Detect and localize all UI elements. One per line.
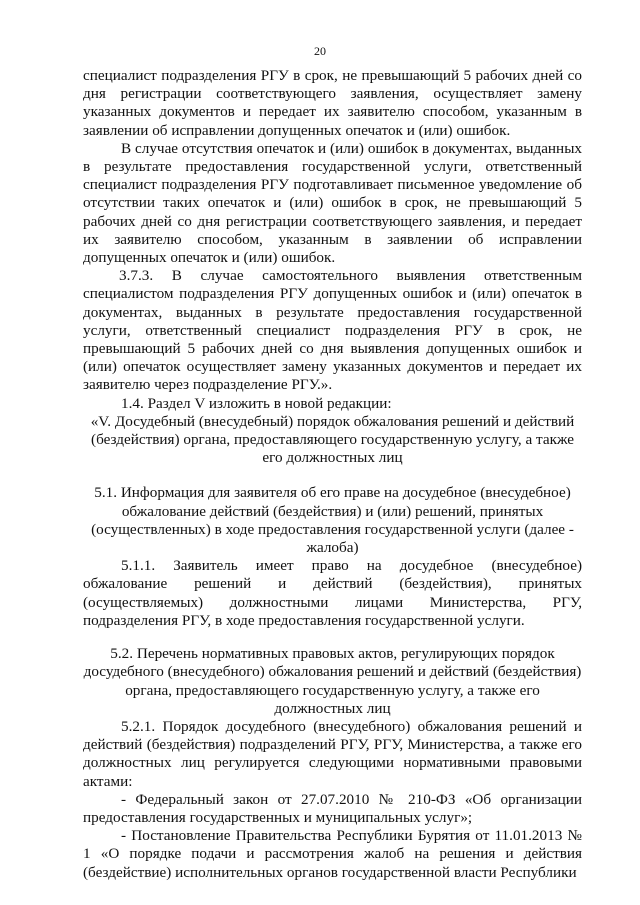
paragraph-continuation: специалист подразделения РГУ в срок, не превышающий 5 рабочих дней со дня регистрации соответствующего заявления, осуществляет замену указанных документов и передает их заявителю способом, указанным в заявлении об исправлении допущенных опечаток и (или) ошибок. — [83, 67, 582, 139]
section-5-2-heading: 5.2. Перечень нормативных правовых актов, регулирующих порядок досудебного (внесудебного) обжалования решений и действий (бездействия) органа, предоставляющего государственную услугу, а также его должностных лиц — [83, 645, 582, 717]
paragraph-5-2-1: 5.2.1. Порядок досудебного (внесудебного) обжалования решений и действий (бездействия) подразделений РГУ, РГУ, Министерства, а также его должностных лиц регулируется следующими нормативными правовыми актами: — [83, 717, 582, 790]
section-v-heading: «V. Досудебный (внесудебный) порядок обжалования решений и действий (бездействия) органа, предоставляющего государственную услугу, а также его должностных лиц — [90, 412, 575, 467]
law-item-federal: - Федеральный закон от 27.07.2010 № 210-ФЗ «Об организации предоставления государственных и муниципальных услуг»; — [83, 790, 582, 826]
paragraph-3-7-3: 3.7.3. В случае самостоятельного выявления ответственным специалистом подразделения РГУ допущенных ошибок и (или) опечаток в документах, выданных в результате предоставления государственной услуги, ответственный специалист подразделения РГУ в срок, не превышающий 5 рабочих дней со дня выявления допущенных ошибок и (или) опечаток осуществляет замену указанных документов и передает их заявителю через подразделение РГУ.». — [83, 267, 582, 394]
law-item-regional: - Постановление Правительства Республики Бурятия от 11.01.2013 № 1 «О порядке подачи и рассмотрения жалоб на решения и действия (бездействие) исполнительных органов государственной власти Республики — [83, 827, 582, 881]
paragraph-no-errors: В случае отсутствия опечаток и (или) ошибок в документах, выданных в результате предоставления государственной услуги, ответственный специалист подразделения РГУ подготавливает письменное уведомление об отсутствии таких опечаток и (или) ошибок в срок, не превышающий 5 рабочих дней со дня регистрации соответствующего заявления, и передает их заявителю способом, указанным в заявлении об исправлении допущенных опечаток и (или) ошибок. — [83, 139, 582, 267]
paragraph-1-4: 1.4. Раздел V изложить в новой редакции: — [121, 394, 392, 412]
page-number: 20 — [314, 44, 326, 58]
paragraph-5-1-1: 5.1.1. Заявитель имеет право на досудебное (внесудебное) обжалование решений и действий (бездействия), принятых (осуществляемых) должностными лицами Министерства, РГУ, подразделения РГУ, в ходе предоставления государственной услуги. — [83, 557, 582, 629]
section-5-1-heading: 5.1. Информация для заявителя об его праве на досудебное (внесудебное) обжалование действий (бездействия) и (или) решений, принятых (осуществленных) в ходе предоставления государственной услуги (далее - жалоба) — [91, 484, 574, 557]
page-content — [83, 67, 582, 882]
